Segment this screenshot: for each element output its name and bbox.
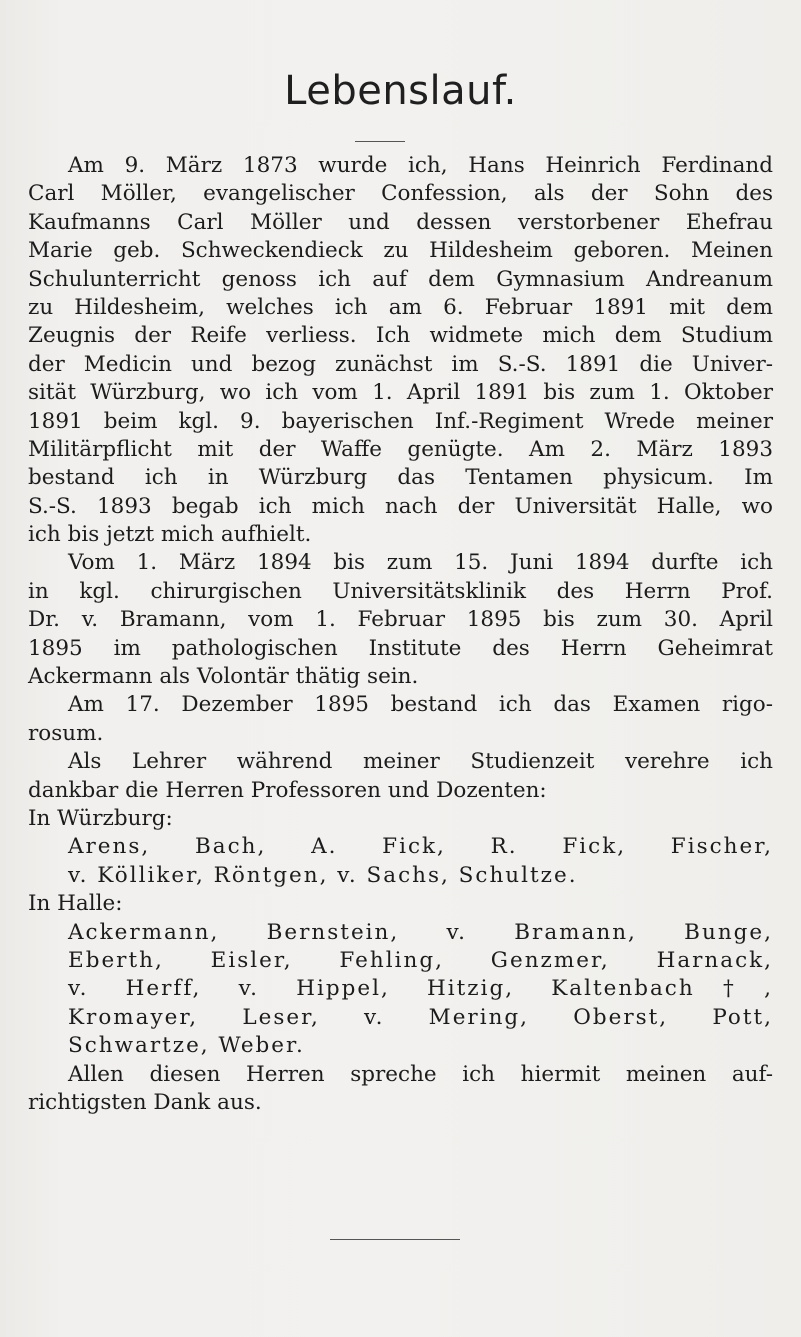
text-line: Vom 1. März 1894 bis zum 15. Juni 1894 durfte ich: [68, 550, 773, 576]
text-line: Zeugnis der Reife verliess. Ich widmete mich dem Studium: [28, 323, 773, 349]
text-line: zu Hildesheim, welches ich am 6. Februar 1891 mit dem: [28, 294, 773, 320]
title-underline: [355, 141, 405, 142]
text-line: dankbar die Herren Professoren und Dozenten:: [28, 777, 547, 803]
text-line: 1891 beim kgl. 9. bayerischen Inf.-Regiment Wrede meiner: [28, 408, 773, 434]
names-line: Schwartze, Weber.: [68, 1033, 305, 1059]
text-line: Marie geb. Schweckendieck zu Hildesheim geboren. Meinen: [28, 238, 773, 264]
text-line: Dr. v. Bramann, vom 1. Februar 1895 bis zum 30. April: [28, 607, 773, 633]
text-line: richtigsten Dank aus.: [28, 1089, 262, 1115]
names-line: v. Herff, v. Hippel, Hitzig, Kaltenbach†,: [68, 976, 773, 1002]
names-line: Kromayer, Leser, v. Mering, Oberst, Pott,: [68, 1004, 773, 1030]
text-line: In Halle:: [28, 891, 123, 917]
text-line: Carl Möller, evangelischer Confession, als der Sohn des: [28, 181, 773, 207]
text-line: ich bis jetzt mich aufhielt.: [28, 522, 312, 548]
text-line: Allen diesen Herren spreche ich hiermit meinen auf-: [68, 1061, 773, 1087]
text-line: Kaufmanns Carl Möller und dessen verstorbener Ehefrau: [28, 209, 773, 235]
names-line: v. Kölliker, Röntgen, v. Sachs, Schultze.: [68, 862, 578, 888]
names-line: Ackermann, Bernstein, v. Bramann, Bunge,: [68, 919, 773, 945]
text-line: S.-S. 1893 begab ich mich nach der Universität Halle, wo: [28, 493, 773, 519]
text-line: sität Würzburg, wo ich vom 1. April 1891 bis zum 1. Oktober: [28, 380, 773, 406]
document-body: [28, 152, 773, 1117]
page-title: Lebenslauf.: [284, 68, 517, 114]
text-line: Militärpflicht mit der Waffe genügte. Am 2. März 1893: [28, 436, 773, 462]
names-line: Eberth, Eisler, Fehling, Genzmer, Harnack,: [68, 947, 773, 973]
text-line: Am 9. März 1873 wurde ich, Hans Heinrich Ferdinand: [68, 153, 773, 178]
text-line: bestand ich in Würzburg das Tentamen physicum. Im: [28, 465, 773, 491]
text-line: In Würzburg:: [28, 805, 173, 831]
text-line: Als Lehrer während meiner Studienzeit verehre ich: [68, 749, 773, 775]
closing-rule: [330, 1239, 460, 1240]
text-line: in kgl. chirurgischen Universitätsklinik des Herrn Prof.: [28, 578, 773, 604]
text-line: Ackermann als Volontär thätig sein.: [28, 664, 419, 690]
text-line: Am 17. Dezember 1895 bestand ich das Examen rigo-: [68, 692, 773, 718]
text-line: 1895 im pathologischen Institute des Herrn Geheimrat: [28, 635, 773, 661]
text-line: der Medicin und bezog zunächst im S.-S. 1891 die Univer-: [28, 351, 773, 377]
text-line: rosum.: [28, 720, 104, 746]
names-line: Arens, Bach, A. Fick, R. Fick, Fischer,: [68, 834, 773, 860]
text-line: Schulunterricht genoss ich auf dem Gymnasium Andreanum: [28, 266, 773, 292]
